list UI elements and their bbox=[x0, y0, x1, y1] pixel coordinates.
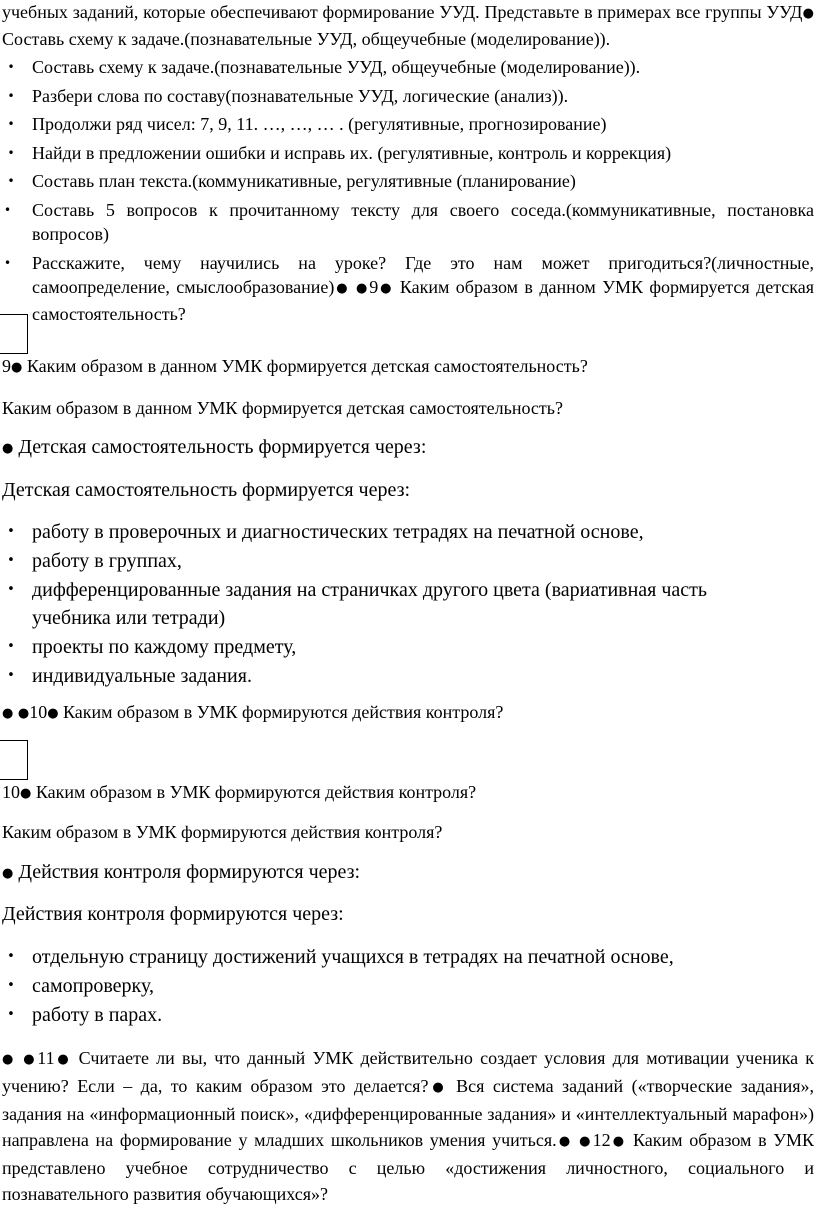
list-item: • работу в группах, bbox=[2, 547, 784, 575]
bullet-symbol: ● bbox=[23, 1052, 38, 1067]
list-item: • работу в парах. bbox=[2, 1001, 814, 1029]
bullet-icon: • bbox=[7, 174, 15, 188]
bullet-icon: • bbox=[4, 202, 12, 217]
list-item: • Разбери слова по составу(познавательные УУД, логические (анализ)). bbox=[2, 84, 814, 109]
bullet-icon: • bbox=[7, 145, 15, 160]
bullet-symbol: ● bbox=[2, 706, 14, 721]
list-item: • отдельную страницу достижений учащихся в тетрадях на печатной основе, bbox=[2, 943, 814, 971]
bullet-icon: • bbox=[7, 524, 15, 539]
q9-answer-list-block bbox=[2, 518, 814, 690]
q10-heading: 10● Каким образом в УМК формируются действия контроля? bbox=[2, 782, 477, 802]
bullet-icon: • bbox=[7, 117, 15, 131]
list-item: • Найди в предложении ошибки и исправь их. (регулятивные, контроль и коррекция) bbox=[2, 141, 814, 166]
list-item: • Составь 5 вопросов к прочитанному тексту для своего соседа.(коммуникативные, постановка вопросов) bbox=[4, 199, 814, 244]
intro-paragraph: учебных заданий, которые обеспечивают формирование УУД. Представьте в примерах все группы УУД● Составь схему к задаче.(познавательные УУД, общеучебные (моделирование)). bbox=[2, 2, 814, 49]
bullet-symbol: ● bbox=[47, 706, 59, 721]
bullet-symbol: ● bbox=[556, 1134, 573, 1149]
q10-answer-list-block bbox=[2, 943, 814, 1029]
list-item: • Расскажите, чему научились на уроке? Где это нам может пригодиться?(личностные, самоопределение, смыслообразование)● ●9● Каким образом в данном УМК формируется детская самостоятельность? bbox=[4, 252, 815, 324]
q9-heading: 9● Каким образом в данном УМК формируется детская самостоятельность? bbox=[2, 356, 588, 376]
bullet-icon: • bbox=[7, 1007, 15, 1022]
bullet-symbol: ● bbox=[428, 1080, 448, 1095]
q10-next-line: ● ●10● Каким образом в УМК формируются действия контроля? bbox=[2, 702, 504, 722]
list-item: • индивидуальные задания. bbox=[2, 662, 784, 690]
q9-question: Каким образом в данном УМК формируется детская самостоятельность? bbox=[2, 398, 563, 418]
bullet-symbol: ● bbox=[20, 786, 32, 801]
bullet-icon: • bbox=[7, 668, 15, 683]
bullet-icon: • bbox=[7, 639, 15, 654]
list-item: • самопроверку, bbox=[2, 972, 814, 1000]
list-item: • Продолжи ряд чисел: 7, 9, 11. …, …, … . (регулятивные, прогнозирование) bbox=[2, 112, 814, 137]
empty-frame bbox=[0, 314, 28, 354]
list-item: • работу в проверочных и диагностических тетрадях на печатной основе, bbox=[2, 518, 784, 546]
bullet-icon: • bbox=[7, 553, 15, 568]
q10-answer-title: Действия контроля формируются через: bbox=[2, 903, 344, 925]
list-item: • дифференцированные задания на страничках другого цвета (вариативная часть учебника или тетради) bbox=[2, 576, 784, 632]
bullet-symbol: ● bbox=[17, 706, 30, 721]
q9-answer-bullet: ● Детская самостоятельность формируется через: bbox=[2, 436, 427, 458]
bullet-symbol: ● bbox=[2, 866, 14, 881]
bullet-icon: • bbox=[7, 978, 15, 993]
empty-frame bbox=[0, 740, 28, 780]
uud-task-list bbox=[2, 55, 814, 326]
bullet-symbol: ● bbox=[334, 281, 350, 296]
q10-question: Каким образом в УМК формируются действия контроля? bbox=[2, 822, 443, 842]
bullet-symbol: ● bbox=[378, 281, 394, 296]
bullet-icon: • bbox=[7, 88, 15, 103]
bullet-symbol: ● bbox=[2, 441, 14, 456]
bullet-symbol: ● bbox=[2, 1052, 17, 1067]
q10-answer-bullet: ● Действия контроля формируются через: bbox=[2, 861, 361, 883]
q9-answer-title: Детская самостоятельность формируется через: bbox=[2, 479, 411, 501]
bullet-symbol: ● bbox=[355, 281, 370, 296]
list-item: • проекты по каждому предмету, bbox=[2, 633, 784, 661]
list-item: • Составь план текста.(коммуникативные, регулятивные (планирование) bbox=[2, 169, 814, 194]
bullet-symbol: ● bbox=[579, 1134, 593, 1149]
q9-answer-list bbox=[2, 518, 814, 690]
bullet-symbol: ● bbox=[802, 6, 814, 21]
bullet-icon: • bbox=[7, 949, 15, 964]
bullet-icon: • bbox=[4, 255, 12, 270]
bullet-icon: • bbox=[7, 60, 15, 74]
q10-answer-list bbox=[2, 943, 814, 1029]
top-section bbox=[2, 0, 814, 326]
bullet-icon: • bbox=[7, 582, 15, 597]
q11-paragraph: ● ●11● Считаете ли вы, что данный УМК действительно создает условия для мотивации ученика к учению? Если – да, то каким образом это делается?● Вся система заданий («творческие задания», задания на «информационный поиск», «дифференцированные задания» и «интеллектуальный марафон») направлена на формирование у младших школьников умения учиться.● ●12● Каким образом в УМК представлено учебное сотрудничество с целью «достижения личностного, социального и познавательного развития обучающихся»? bbox=[2, 1048, 815, 1204]
bullet-symbol: ● bbox=[610, 1134, 627, 1149]
list-item: • Составь схему к задаче.(познавательные УУД, общеучебные (моделирование)). bbox=[2, 55, 814, 80]
bullet-symbol: ● bbox=[54, 1052, 72, 1067]
bullet-symbol: ● bbox=[11, 360, 23, 375]
